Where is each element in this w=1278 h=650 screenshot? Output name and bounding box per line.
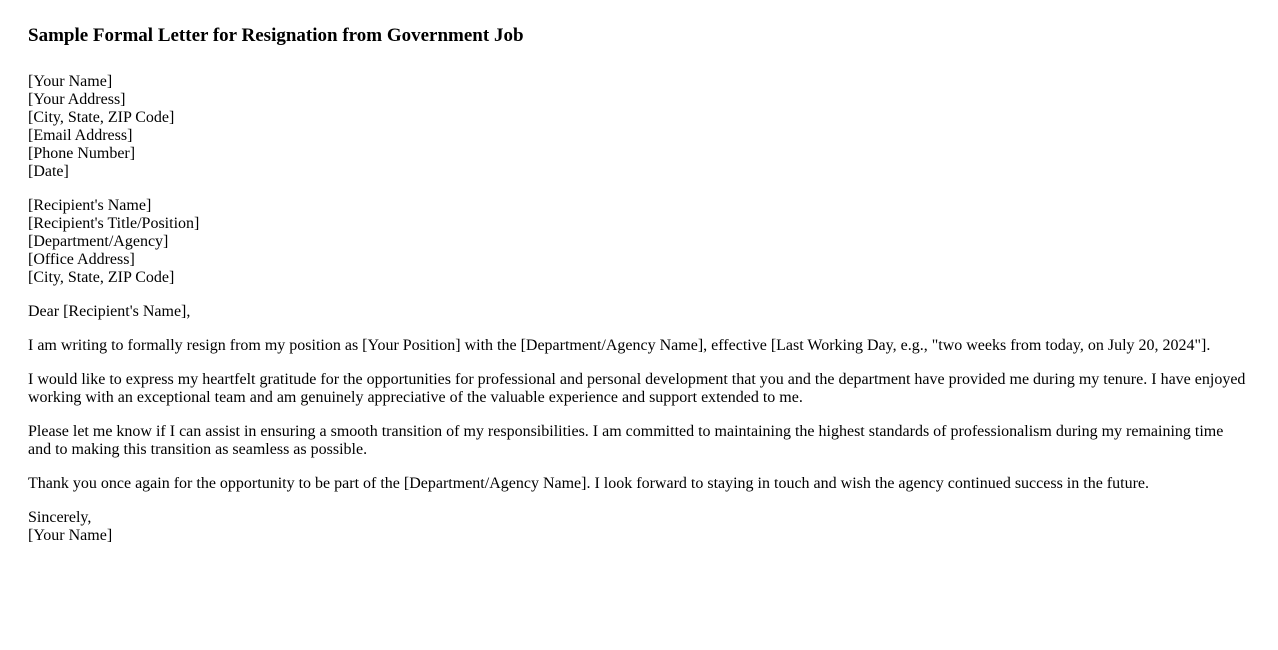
sender-address: [Your Address]: [28, 91, 126, 108]
closing-signature: [Your Name]: [28, 527, 113, 544]
letter-title: Sample Formal Letter for Resignation from Government Job: [28, 25, 524, 46]
recipient-block: [28, 197, 1250, 287]
resignation-letter: [28, 24, 1250, 545]
recipient-department-agency: [Department/Agency]: [28, 233, 169, 250]
salutation: Dear [Recipient's Name],: [28, 303, 191, 320]
sender-block: [28, 73, 1250, 181]
sender-city-state-zip: [City, State, ZIP Code]: [28, 109, 175, 126]
sender-date: [Date]: [28, 163, 69, 180]
body-paragraph-2: I would like to express my heartfelt gratitude for the opportunities for professional and personal development that you and the department have provided me during my tenure. I have enjoyed working with an exceptional team and am genuinely appreciative of the valuable experience and support extended to me.: [28, 371, 1246, 406]
body-paragraph-3: Please let me know if I can assist in ensuring a smooth transition of my responsibilities. I am committed to maintaining the highest standards of professionalism during my remaining time and to making this transition as seamless as possible.: [28, 423, 1224, 458]
sender-name: [Your Name]: [28, 73, 113, 90]
body-paragraph-4: Thank you once again for the opportunity to be part of the [Department/Agency Name]. I look forward to staying in touch and wish the agency continued success in the future.: [28, 475, 1149, 492]
body-paragraph-1: I am writing to formally resign from my position as [Your Position] with the [Department/Agency Name], effective [Last Working Day, e.g., "two weeks from today, on July 20, 2024"].: [28, 337, 1211, 354]
sender-phone: [Phone Number]: [28, 145, 136, 162]
sender-email: [Email Address]: [28, 127, 133, 144]
recipient-title-position: [Recipient's Title/Position]: [28, 215, 200, 232]
recipient-city-state-zip: [City, State, ZIP Code]: [28, 269, 175, 286]
closing-block: [28, 509, 1250, 545]
recipient-name: [Recipient's Name]: [28, 197, 152, 214]
recipient-office-address: [Office Address]: [28, 251, 135, 268]
closing-valediction: Sincerely,: [28, 509, 92, 526]
